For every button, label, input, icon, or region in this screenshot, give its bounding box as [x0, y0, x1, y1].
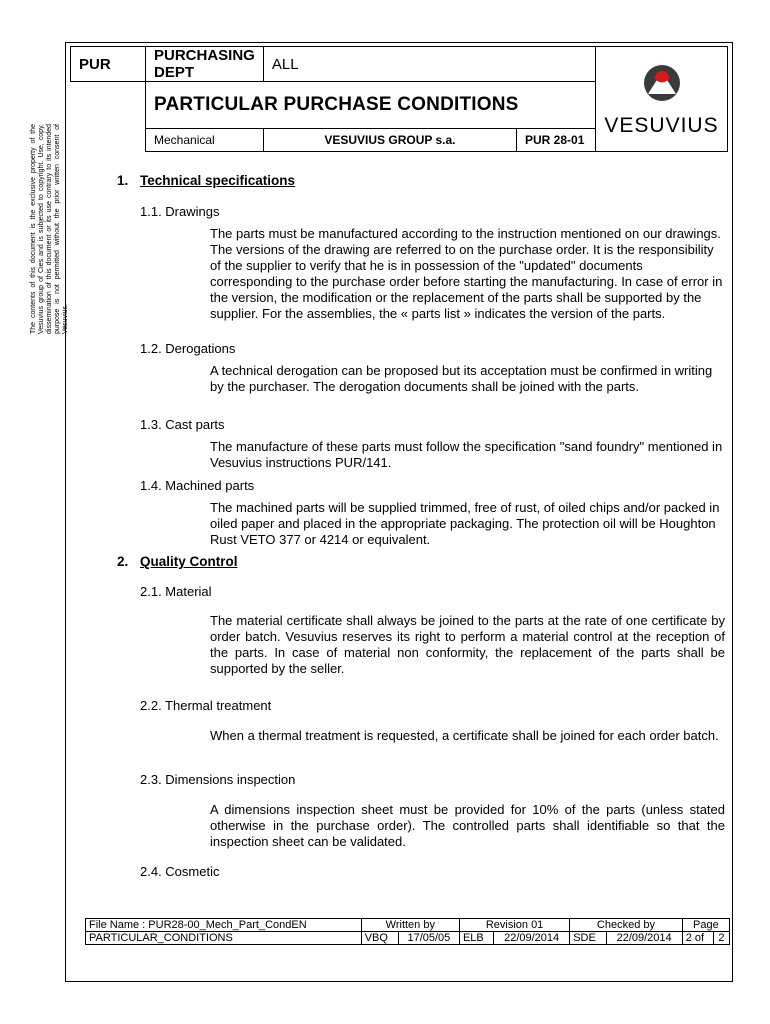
footer-doc-name: PARTICULAR_CONDITIONS — [86, 932, 362, 945]
footer-revision-label: Revision 01 — [459, 919, 569, 932]
footer-checked-by: SDE — [570, 932, 606, 945]
subsection-label: 2.3. Dimensions inspection — [140, 772, 296, 787]
subsection-text: The parts must be manufactured according to the instruction mentioned on our drawings. The versions of the drawing are referred to on the purchase order. It is the responsibility of the supplier to verify that he is in possession of the "updated" documents corresponding to the purchase order before starting the manufacturing. In case of error in the version, the modification or the replacement of the parts shall be supported by the supplier. For the assemblies, the « parts list » indicates the version of the parts. — [210, 226, 723, 321]
logo — [596, 47, 728, 152]
subsection-label: 2.2. Thermal treatment — [140, 698, 272, 713]
footer-written-label: Written by — [361, 919, 459, 932]
footer-file-name: File Name : PUR28-00_Mech_Part_CondEN — [86, 919, 362, 932]
subsection-label: 2.1. Material — [140, 584, 212, 599]
footer-revision-by: ELB — [459, 932, 493, 945]
section-title: Technical specifications — [140, 173, 296, 188]
vesuvius-logo-icon — [640, 61, 684, 105]
footer-revision-date: 22/09/2014 — [494, 932, 570, 945]
document-footer — [85, 918, 730, 945]
footer-page-label: Page — [682, 919, 729, 932]
subsection-label: 1.3. Cast parts — [140, 417, 225, 432]
footer-checked-label: Checked by — [570, 919, 683, 932]
header-blank — [71, 82, 146, 129]
subsection-text: The machined parts will be supplied trimmed, free of rust, of oiled chips and/or packed in oiled paper and placed in the appropriate packaging. The protection oil will be Houghton Rust VETO 377 or 4214 or equivalent. — [210, 500, 720, 547]
subsection-label: 1.4. Machined parts — [140, 478, 255, 493]
header-code: PUR — [71, 47, 146, 82]
logo-text: VESUVIUS — [604, 113, 719, 137]
subsection-label: 1.2. Derogations — [140, 341, 236, 356]
copyright-side-note: The contents of this document is the exclusive property of the Vesuvius group of Cies and is subjected to copyright. Use, copy, dissemination of this document or its use contrary to its intended purpose is not permitted without the prior written consent of Vesuvius. — [30, 124, 69, 334]
footer-written-by: VBQ — [361, 932, 398, 945]
header-reference: PUR 28-01 — [517, 129, 596, 152]
subsection-label: 1.1. Drawings — [140, 204, 220, 219]
section-number: 2. — [117, 554, 129, 569]
header-dept: PURCHASING DEPT — [146, 47, 264, 82]
subsection-text: The material certificate shall always be joined to the parts at the rate of one certificate by order batch. Vesuvius reserves its right to perform a material control at the reception of the parts. In case of material non conformity, the replacement of the parts shall be supported by the seller. — [210, 613, 725, 676]
header-blank-2 — [71, 129, 146, 152]
header-category: Mechanical — [146, 129, 264, 152]
subsection-text: When a thermal treatment is requested, a certificate shall be joined for each order batch. — [210, 728, 719, 743]
subsection-text: A technical derogation can be proposed but its acceptation must be confirmed in writing by the purchaser. The derogation documents shall be joined with the parts. — [210, 363, 713, 394]
footer-written-date: 17/05/05 — [398, 932, 459, 945]
subsection-text: The manufacture of these parts must follow the specification "sand foundry" mentioned in Vesuvius instructions PUR/141. — [210, 439, 723, 470]
footer-page-of: 2 of — [682, 932, 713, 945]
header-group: VESUVIUS GROUP s.a. — [263, 129, 516, 152]
subsection-text: A dimensions inspection sheet must be provided for 10% of the parts (unless stated otherwise in the purchase order). The controlled parts shall identifiable so that the inspection sheet can be validated. — [210, 802, 725, 849]
page-title: PARTICULAR PURCHASE CONDITIONS — [146, 82, 596, 129]
footer-page-total: 2 — [713, 932, 729, 945]
section-title: Quality Control — [140, 554, 238, 569]
header-scope: ALL — [263, 47, 595, 82]
document-header — [70, 46, 728, 152]
section-number: 1. — [117, 173, 129, 188]
subsection-label: 2.4. Cosmetic — [140, 864, 220, 879]
footer-checked-date: 22/09/2014 — [606, 932, 682, 945]
